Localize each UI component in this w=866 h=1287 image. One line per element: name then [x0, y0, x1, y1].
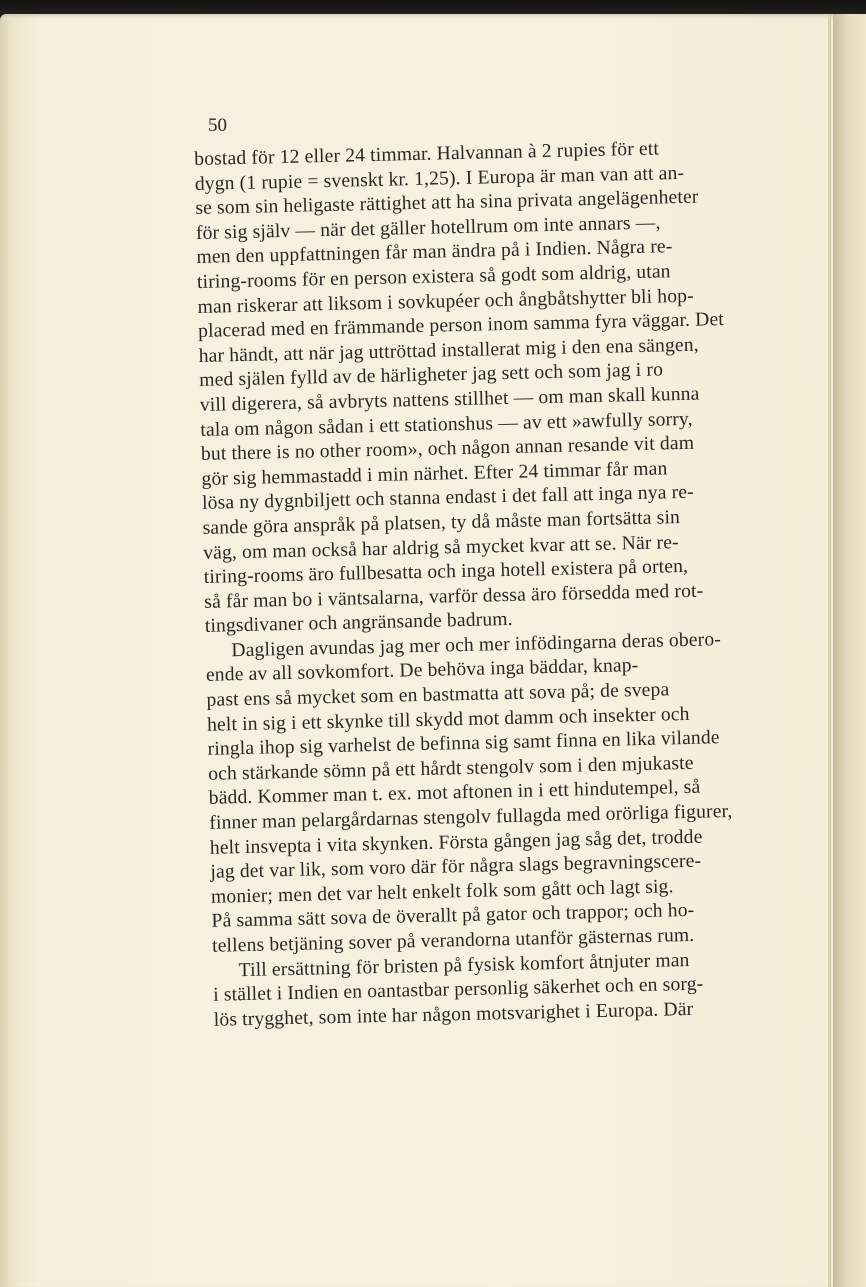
page-left-edge — [0, 20, 18, 1287]
text-line: placerad med en främmande person inom samma fyra väggar. Det — [197, 309, 725, 343]
text-line: helt insvepta i vita skynken. Första gången jag såg det, trodde — [209, 826, 703, 859]
text-line: så får man bo i väntsalarna, varför dessa äro försedda med rot- — [204, 580, 704, 613]
text-line: but there is no other room», och någon annan resande vit dam — [200, 432, 695, 466]
body-text — [194, 134, 812, 1033]
text-line: tala om någon sådan i ett stationshus — av ett »awfully sorry, — [200, 408, 693, 441]
text-line: bostad för 12 eller 24 timmar. Halvannan à 2 rupies för ett — [194, 138, 660, 170]
text-line: ringla ihop sig varhelst de befinna sig samt finna en lika vilande — [207, 727, 720, 761]
text-line: för sig själv — när det gäller hotellrum om inte annars —, — [195, 212, 661, 244]
text-line: Dagligen avundas jag mer och mer infödingarna deras obero- — [231, 629, 722, 662]
text-line: se som sin heligaste rättighet att ha sina privata angelägenheter — [195, 186, 699, 220]
text-line: tiring-rooms äro fullbesatta och inga hotell existera på orten, — [203, 555, 689, 588]
text-line: i stället i Indien en oantastbar personlig säkerhet och en sorg- — [212, 973, 704, 1006]
text-line: finner man pelargårdarnas stengolv fullagda med orörliga figurer, — [209, 800, 733, 834]
text-line: vill digerera, så avbryts nattens stillhet — om man skall kunna — [199, 383, 700, 416]
text-line: past ens så mycket som en bastmatta att sova på; de svepa — [206, 679, 670, 711]
text-line: bädd. Kommer man t. ex. mot aftonen in i ett hindutempel, så — [208, 777, 701, 810]
page-number: 50 — [208, 115, 227, 136]
text-line: tingsdivaner och angränsande badrum. — [204, 609, 513, 638]
text-line: jag det var lik, som voro där för några slags begravningscere- — [210, 850, 702, 884]
text-line: dygn (1 rupie = svenskt kr. 1,25). I Europa är man van att an- — [194, 162, 685, 195]
text-line: och stärkande sömn på ett hårdt stengolv som i den mjukaste — [207, 752, 694, 785]
text-line: tiring-rooms för en person existera så godt som aldrig, utan — [196, 261, 671, 293]
text-line: ende av all sovkomfort. De behöva inga bäddar, knap- — [205, 655, 639, 687]
text-line: sande göra anspråk på platsen, ty då måste man fortsätta sin — [202, 506, 681, 539]
text-line: lösa ny dygnbiljett och stanna endast i det fall att inga nya re- — [201, 482, 695, 515]
text-line: men den uppfattningen får man ändra på i Indien. Några re- — [196, 236, 673, 269]
text-line: lös trygghet, som inte har någon motsvarighet i Europa. Där — [213, 998, 694, 1031]
text-line: tellens betjäning sover på verandorna utanför gästernas rum. — [211, 924, 695, 957]
text-line: helt in sig i ett skynke till skydd mot damm och insekter och — [206, 703, 690, 736]
text-line: gör sig hemmastadd i min närhet. Efter 24 timmar får man — [201, 458, 668, 490]
text-line: man riskerar att liksom i sovkupéer och ångbåtshytter bli hop- — [197, 285, 695, 318]
text-line: Till ersättning för bristen på fysisk komfort åtnjuter man — [238, 949, 690, 981]
page-fold — [828, 14, 831, 1287]
text-line: monier; men det var helt enkelt folk som gått och lagt sig. — [210, 876, 674, 908]
text-line: På samma sätt sova de överallt på gator och trappor; och ho- — [211, 900, 695, 933]
adjacent-page-edge — [833, 14, 866, 1287]
text-line: har händt, att när jag uttröttad installerat mig i den ena sängen, — [198, 334, 699, 367]
text-line: med själen fylld av de härligheter jag sett och som jag i ro — [199, 359, 664, 392]
text-line: väg, om man också har aldrig så mycket kvar att se. När re- — [202, 531, 679, 564]
